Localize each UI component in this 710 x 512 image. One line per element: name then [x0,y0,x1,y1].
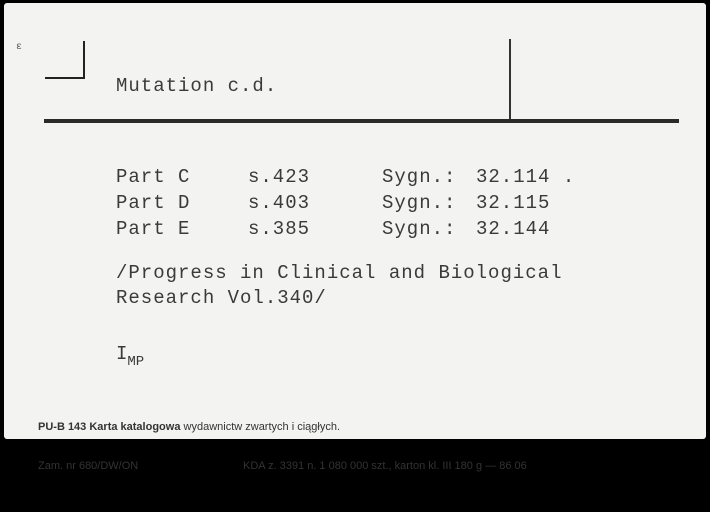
part-page: s.403 [248,192,311,214]
card-heading: Mutation c.d. [116,75,278,97]
printer-footer [38,395,527,499]
cataloger-initials [116,343,145,370]
footer-title-rest: wydawnictw zwartych i ciągłych. [180,421,341,433]
parts-list [116,166,576,244]
horizontal-divider [44,119,679,123]
series-line-2: Research Vol.340/ [116,287,327,309]
footer-order: Zam. nr 680/DW/ON [38,460,139,472]
vertical-divider [509,39,511,119]
part-row [116,218,551,244]
part-label: Part D [116,192,191,214]
footer-code: PU-B 143 [38,421,87,433]
footer-title: Karta katalogowa [89,421,181,433]
corner-bracket [45,41,85,79]
sygn-label: Sygn.: [382,166,457,188]
part-row [116,192,551,218]
series-line-1: /Progress in Clinical and Biological [116,262,563,284]
sygn-label: Sygn.: [382,218,457,240]
sygn-label: Sygn.: [382,192,457,214]
catalog-card [4,3,706,472]
footer-row-1 [38,421,340,434]
footer-print-info: KDA z. 3391 n. 1 080 000 szt., karton kl. III 180 g — 86 06 [243,460,527,472]
part-row [116,166,576,192]
initials-sub: MP [127,354,145,370]
part-label: Part C [116,166,191,188]
initials-main: I [116,343,128,365]
sygn-value: 32.115 [476,192,551,214]
footer-row-2 [38,460,527,473]
part-page: s.385 [248,218,311,240]
sygn-value: 32.114 . [476,166,576,188]
series-note [116,261,562,311]
part-page: s.423 [248,166,311,188]
part-label: Part E [116,218,191,240]
corner-mark-text: ε [16,42,23,53]
sygn-value: 32.144 [476,218,551,240]
